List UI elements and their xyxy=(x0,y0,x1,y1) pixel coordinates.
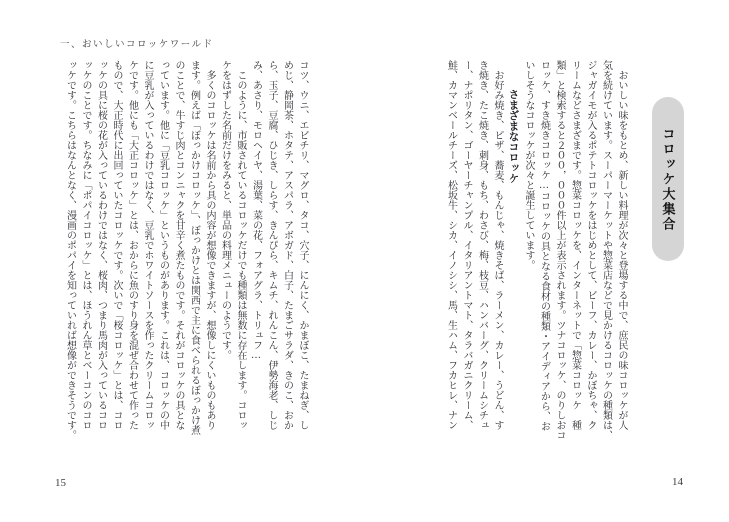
vertical-text-line: ら、玉子、豆腐、ひじき、しらす、きんぴら、キムチ、れんこん、伊勢海老、しじ xyxy=(266,60,277,430)
vertical-text-line: もので、大正時代に出回っていたコロッケです。次いで「桜コロッケ」とは、コロ xyxy=(111,60,122,430)
vertical-text-line: 類」と検索すると２００，０００件以上が表示されます。ツナコロッケ、のりしおコ xyxy=(554,60,565,440)
vertical-text-line: のことで、牛すじ肉とコンニャクを甘辛く煮たものです。それがコロッケの具とな xyxy=(173,60,184,430)
running-header: 一、おいしいコロッケワールド xyxy=(60,40,214,50)
vertical-text-line: ジャガイモが入るポテトコロッケをはじめとして、ビーフ、カレー、かぼちゃ、ク xyxy=(585,60,596,430)
vertical-text-line: お好み焼き、ピザ、蕎麦、もんじゃ、焼きそば、ラーメン、カレー、うどん、す xyxy=(492,60,503,430)
page-right-body xyxy=(443,60,629,462)
vertical-text-line: めじ、静岡茶、ホタテ、アスパラ、アボガド、白子、たまごサラダ、きのこ、おか xyxy=(281,60,293,430)
vertical-text-line: に豆乳が入っているわけではなく、豆乳でホワイトソースを作ったクリームコロッ xyxy=(142,60,153,430)
vertical-text-line: このように、市販されているコロッケだけでも種類は無数に存在します。コロッ xyxy=(235,60,246,430)
vertical-text-line: ケをはずした名前だけをみると、単品の料理メニューのようです。 xyxy=(219,60,231,360)
vertical-text-line: コツ、ウニ、エビチリ、マグロ、タコ、穴子、にんにく、かまぼこ、たまねぎ、し xyxy=(297,60,308,430)
chapter-edge-tab xyxy=(652,97,684,261)
chapter-edge-tab-label: コロッケ大集合 xyxy=(660,126,676,232)
vertical-text-line: ッケの具に桜の花が入っているわけではなく、桜肉、つまり馬肉が入っているコロ xyxy=(95,60,107,430)
vertical-text-line: ます。例えば「ぼっかけコロッケ」、ぼっかけとは関西で主に食べられるぼっかけ煮 xyxy=(188,60,200,435)
vertical-text-line: リームなどさまざまです。惣菜コロッケを、インターネットで「惣菜コロッケ 種 xyxy=(569,60,581,430)
vertical-text-line: み、あさり、モロヘイヤ、湯葉、菜の花、フォアグラ、トリュフ… xyxy=(250,60,262,361)
vertical-text-line: ー、ナポリタン、ゴーヤーチャンプル、イタリアントマト、タラバガニクリーム、 xyxy=(461,60,472,430)
vertical-text-line: 鮭、カマンベールチーズ、松坂牛、シカ、イノシシ、馬、生ハム、フカヒレ、ナン xyxy=(445,60,457,430)
vertical-text-line: いしそうなコロッケが次々と誕生しています。 xyxy=(523,60,534,270)
vertical-text-line: 多くのコロッケは名前から具の内容が想像できますが、想像しにくいものもあり xyxy=(204,60,215,430)
vertical-text-line: 気を続けています。スーパーマーケットや惣菜店などで見かけるコロッケの種類は、 xyxy=(600,60,612,440)
vertical-text-line: き焼き、たこ焼き、刺身、もち、わさび、梅、枝豆、ハンバーグ、クリームシチュ xyxy=(476,60,488,430)
vertical-text-line: ロッケ、すき焼きコロッケ…コロッケの具となる食材の種類・アイディアから、お xyxy=(538,60,550,431)
vertical-text-line: ッケのことです。ちなみに「ポパイコロッケ」とは、ほうれん草とベーコンのコロ xyxy=(80,60,91,430)
section-heading: さまざまなコロッケ xyxy=(507,89,520,184)
vertical-text-line: おいしい味をもとめ、新しい料理が次々と登場する中で、庶民の味コロッケが人 xyxy=(616,60,627,430)
page-left-body xyxy=(62,60,310,462)
vertical-text-line: ッケです。こちらはなんとなく、漫画のポパイを知っていれば想像ができそうです。 xyxy=(64,60,76,440)
vertical-text-line: っています。他に「豆乳コロッケ」というものがあります。これは、コロッケの中 xyxy=(157,60,169,430)
page-number-right: 14 xyxy=(672,476,683,488)
vertical-text-line: ケです。他にも「大正コロッケ」とは、おからに魚のすり身を混ぜ合わせて作った xyxy=(126,60,138,430)
page-number-left: 15 xyxy=(55,477,66,489)
